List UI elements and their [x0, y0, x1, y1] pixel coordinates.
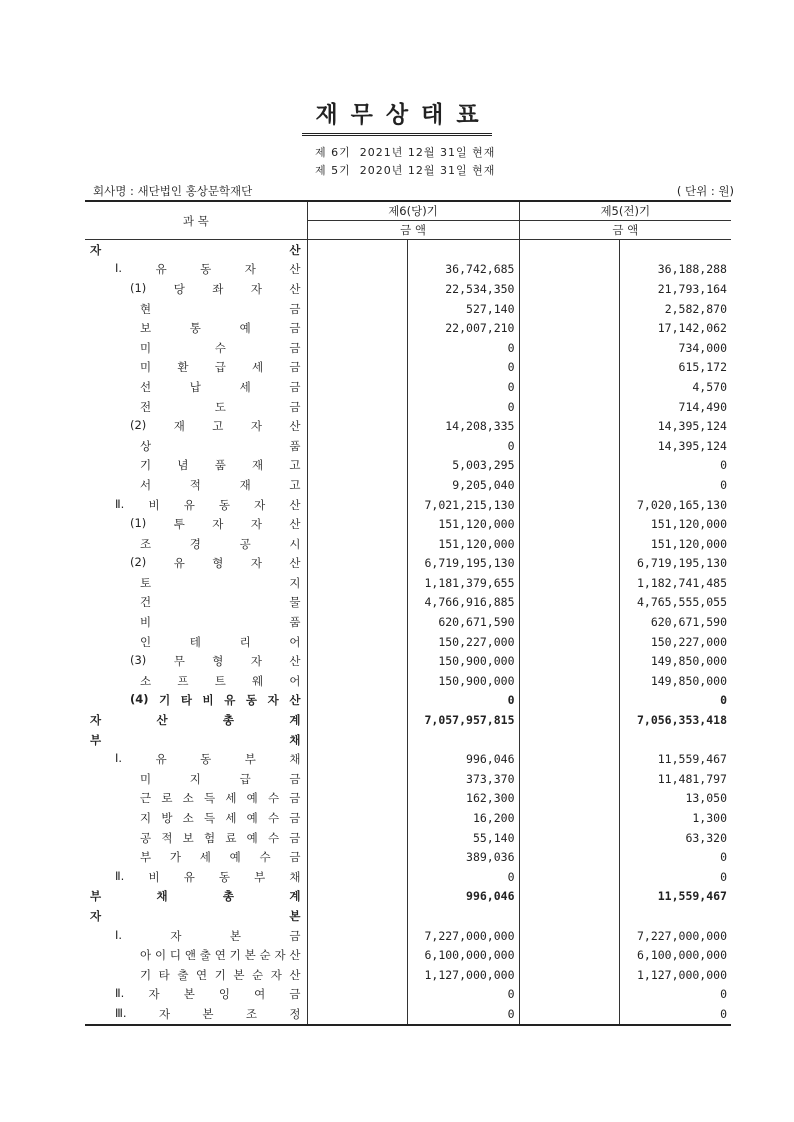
prior-amount: 0: [619, 691, 731, 711]
spacer-cell: [307, 887, 407, 907]
spacer-cell: [307, 710, 407, 730]
account-label: 자 본: [90, 908, 301, 923]
account-label: 서 적 재 고: [140, 477, 301, 492]
account-label: 기 념 품 재 고: [140, 458, 301, 473]
document-title: 재무상태표: [0, 96, 794, 136]
spacer-cell: [519, 632, 619, 652]
spacer-cell: [519, 514, 619, 534]
account-label: 미 지 급 금: [140, 771, 301, 786]
spacer-cell: [519, 945, 619, 965]
table-row: [85, 260, 731, 280]
prior-amount: 734,000: [619, 338, 731, 358]
spacer-cell: [519, 985, 619, 1005]
account-label: (2) 재 고 자 산: [130, 418, 301, 434]
table-row: [85, 671, 731, 691]
current-amount: 14,208,335: [407, 416, 519, 436]
current-amount: 0: [407, 867, 519, 887]
account-label: Ⅲ. 자 본 조 정: [85, 1004, 307, 1025]
table-row: [85, 534, 731, 554]
spacer-cell: [307, 749, 407, 769]
spacer-cell: [307, 534, 407, 554]
current-amount: [407, 730, 519, 750]
table-row: [85, 926, 731, 946]
table-row: [85, 985, 731, 1005]
prior-amount: 149,850,000: [619, 651, 731, 671]
spacer-cell: [519, 887, 619, 907]
account-label: 소 프 트 웨 어: [140, 673, 301, 688]
spacer-cell: [519, 828, 619, 848]
table-row: [85, 828, 731, 848]
account-label: Ⅰ. 유 동 부 채: [115, 751, 301, 767]
spacer-cell: [519, 240, 619, 260]
account-label: 아 이 디 앤 출 연 기 본 순 자 산: [140, 948, 301, 963]
spacer-cell: [307, 260, 407, 280]
current-amount: [407, 906, 519, 926]
spacer-cell: [307, 926, 407, 946]
current-amount: 0: [407, 377, 519, 397]
spacer-cell: [307, 338, 407, 358]
current-amount: 6,100,000,000: [407, 945, 519, 965]
spacer-cell: [519, 769, 619, 789]
prior-amount: 714,490: [619, 397, 731, 417]
spacer-cell: [307, 456, 407, 476]
current-amount: 1,127,000,000: [407, 965, 519, 985]
spacer-cell: [519, 710, 619, 730]
spacer-cell: [519, 730, 619, 750]
spacer-cell: [307, 632, 407, 652]
current-amount: 0: [407, 436, 519, 456]
spacer-cell: [519, 358, 619, 378]
table-row: [85, 377, 731, 397]
table-row: [85, 730, 731, 750]
spacer-cell: [519, 554, 619, 574]
spacer-cell: [519, 671, 619, 691]
spacer-cell: [307, 769, 407, 789]
table-row: [85, 416, 731, 436]
current-amount: 7,057,957,815: [407, 710, 519, 730]
table-row: [85, 338, 731, 358]
current-amount: 151,120,000: [407, 514, 519, 534]
spacer-cell: [307, 475, 407, 495]
table-row: [85, 318, 731, 338]
account-label: (1) 당 좌 자 산: [130, 280, 301, 296]
prior-amount: 1,182,741,485: [619, 573, 731, 593]
current-amount: 389,036: [407, 847, 519, 867]
spacer-cell: [519, 416, 619, 436]
spacer-cell: [307, 514, 407, 534]
spacer-cell: [307, 573, 407, 593]
account-label: 미 환 급 세 금: [140, 360, 301, 375]
table-row: [85, 279, 731, 299]
prior-amount: 0: [619, 985, 731, 1005]
table-row: [85, 632, 731, 652]
header-prior-period: 제5(전)기: [519, 201, 731, 221]
current-amount: 16,200: [407, 808, 519, 828]
prior-amount: 149,850,000: [619, 671, 731, 691]
spacer-cell: [307, 828, 407, 848]
current-amount: 22,007,210: [407, 318, 519, 338]
current-amount: 373,370: [407, 769, 519, 789]
spacer-cell: [307, 945, 407, 965]
current-amount: 36,742,685: [407, 260, 519, 280]
account-label: 선 납 세 금: [140, 379, 301, 394]
current-amount: 151,120,000: [407, 534, 519, 554]
prior-amount: 11,559,467: [619, 887, 731, 907]
spacer-cell: [519, 299, 619, 319]
table-row: [85, 1004, 731, 1025]
current-amount: 150,900,000: [407, 671, 519, 691]
table-row: [85, 808, 731, 828]
account-label: Ⅰ. 자 본 금: [115, 927, 301, 943]
table-row: [85, 887, 731, 907]
current-amount: 620,671,590: [407, 612, 519, 632]
table-row: [85, 573, 731, 593]
spacer-cell: [307, 397, 407, 417]
spacer-cell: [307, 612, 407, 632]
spacer-cell: [519, 495, 619, 515]
current-amount: 0: [407, 397, 519, 417]
prior-amount: [619, 730, 731, 750]
spacer-cell: [519, 573, 619, 593]
table-row: [85, 456, 731, 476]
spacer-cell: [519, 965, 619, 985]
current-amount: 150,900,000: [407, 651, 519, 671]
spacer-cell: [519, 906, 619, 926]
prior-amount: 11,481,797: [619, 769, 731, 789]
spacer-cell: [519, 475, 619, 495]
account-label: 비 품: [140, 615, 301, 630]
prior-amount: 0: [619, 456, 731, 476]
table-row: [85, 475, 731, 495]
spacer-cell: [307, 965, 407, 985]
account-label: 부 가 세 예 수 금: [140, 850, 301, 865]
current-amount: 5,003,295: [407, 456, 519, 476]
account-label: 공 적 보 험 료 예 수 금: [140, 830, 301, 845]
spacer-cell: [519, 1004, 619, 1025]
account-label: 기 타 출 연 기 본 순 자 산: [140, 967, 301, 982]
prior-amount: 11,559,467: [619, 749, 731, 769]
spacer-cell: [307, 318, 407, 338]
prior-amount: 1,300: [619, 808, 731, 828]
spacer-cell: [519, 789, 619, 809]
spacer-cell: [307, 671, 407, 691]
table-row: [85, 240, 731, 260]
spacer-cell: [519, 456, 619, 476]
prior-amount: 14,395,124: [619, 436, 731, 456]
spacer-cell: [519, 318, 619, 338]
account-label: Ⅰ. 유 동 자 산: [115, 261, 301, 277]
account-label: 인 테 리 어: [140, 634, 301, 649]
spacer-cell: [307, 789, 407, 809]
spacer-cell: [307, 240, 407, 260]
spacer-cell: [519, 436, 619, 456]
table-row: [85, 867, 731, 887]
prior-amount: 6,100,000,000: [619, 945, 731, 965]
prior-amount: 150,227,000: [619, 632, 731, 652]
account-label: 현 금: [140, 301, 301, 316]
spacer-cell: [307, 730, 407, 750]
current-amount: 0: [407, 985, 519, 1005]
table-row: [85, 554, 731, 574]
spacer-cell: [519, 260, 619, 280]
account-label: Ⅱ. 비 유 동 부 채: [115, 868, 301, 884]
account-label: 부 채: [90, 732, 301, 747]
spacer-cell: [307, 808, 407, 828]
spacer-cell: [307, 867, 407, 887]
table-row: [85, 299, 731, 319]
spacer-cell: [519, 808, 619, 828]
spacer-cell: [307, 847, 407, 867]
current-amount: 9,205,040: [407, 475, 519, 495]
table-row: [85, 749, 731, 769]
spacer-cell: [307, 985, 407, 1005]
spacer-cell: [307, 691, 407, 711]
table-row: [85, 593, 731, 613]
current-amount: 150,227,000: [407, 632, 519, 652]
table-row: [85, 847, 731, 867]
spacer-cell: [519, 651, 619, 671]
table-row: [85, 651, 731, 671]
account-label: 보 통 예 금: [140, 321, 301, 336]
account-label: (2) 유 형 자 산: [130, 555, 301, 571]
table-row: [85, 397, 731, 417]
spacer-cell: [519, 691, 619, 711]
spacer-cell: [307, 377, 407, 397]
table-row: [85, 612, 731, 632]
spacer-cell: [307, 554, 407, 574]
current-amount: 1,181,379,655: [407, 573, 519, 593]
prior-amount: 0: [619, 847, 731, 867]
current-amount: 527,140: [407, 299, 519, 319]
account-label: 부 채 총 계: [90, 889, 301, 904]
table-row: [85, 965, 731, 985]
spacer-cell: [307, 495, 407, 515]
prior-amount: 17,142,062: [619, 318, 731, 338]
account-label: 근 로 소 득 세 예 수 금: [140, 791, 301, 806]
spacer-cell: [519, 338, 619, 358]
prior-amount: 615,172: [619, 358, 731, 378]
current-amount: 22,534,350: [407, 279, 519, 299]
account-label: Ⅱ. 자 본 잉 여 금: [115, 986, 301, 1002]
account-label: 지 방 소 득 세 예 수 금: [140, 811, 301, 826]
spacer-cell: [307, 299, 407, 319]
account-label: 자 산 총 계: [90, 713, 301, 728]
spacer-cell: [519, 593, 619, 613]
account-label: 상 품: [140, 438, 301, 453]
prior-amount: 620,671,590: [619, 612, 731, 632]
current-amount: 4,766,916,885: [407, 593, 519, 613]
spacer-cell: [307, 279, 407, 299]
prior-amount: [619, 240, 731, 260]
account-label: (4) 기 타 비 유 동 자 산: [130, 692, 301, 708]
spacer-cell: [519, 612, 619, 632]
current-amount: [407, 240, 519, 260]
unit-label: ( 단위 : 원): [676, 184, 734, 198]
header-subject: 과 목: [85, 201, 307, 240]
spacer-cell: [307, 651, 407, 671]
current-amount: 0: [407, 691, 519, 711]
prior-amount: 1,127,000,000: [619, 965, 731, 985]
prior-amount: [619, 906, 731, 926]
current-amount: 0: [407, 358, 519, 378]
table-row: [85, 691, 731, 711]
prior-amount: 6,719,195,130: [619, 554, 731, 574]
company-name: 회사명 : 새단법인 홍상문학재단: [93, 184, 253, 198]
prior-amount: 2,582,870: [619, 299, 731, 319]
account-label: 조 경 공 시: [140, 536, 301, 551]
current-amount: 7,021,215,130: [407, 495, 519, 515]
current-amount: 0: [407, 1004, 519, 1025]
prior-amount: 36,188,288: [619, 260, 731, 280]
current-amount: 996,046: [407, 887, 519, 907]
account-label: 토 지: [140, 575, 301, 590]
prior-amount: 21,793,164: [619, 279, 731, 299]
spacer-cell: [519, 847, 619, 867]
table-row: [85, 789, 731, 809]
spacer-cell: [307, 358, 407, 378]
current-amount: 55,140: [407, 828, 519, 848]
prior-amount: 63,320: [619, 828, 731, 848]
spacer-cell: [519, 397, 619, 417]
table-row: [85, 906, 731, 926]
table-row: [85, 358, 731, 378]
spacer-cell: [307, 436, 407, 456]
prior-amount: 4,570: [619, 377, 731, 397]
spacer-cell: [519, 534, 619, 554]
period-prior: 제 5기 2020년 12월 31일 현재: [315, 164, 496, 177]
current-amount: 162,300: [407, 789, 519, 809]
prior-amount: 0: [619, 475, 731, 495]
account-label: 자 산: [90, 242, 301, 257]
prior-amount: 7,227,000,000: [619, 926, 731, 946]
prior-amount: 7,020,165,130: [619, 495, 731, 515]
account-label: (1) 투 자 자 산: [130, 516, 301, 532]
prior-amount: 151,120,000: [619, 534, 731, 554]
period-current: 제 6기 2021년 12월 31일 현재: [315, 146, 496, 159]
current-amount: 0: [407, 338, 519, 358]
table-row: [85, 436, 731, 456]
spacer-cell: [307, 1004, 407, 1025]
account-label: 건 물: [140, 595, 301, 610]
table-row: [85, 769, 731, 789]
table-row: [85, 495, 731, 515]
prior-amount: 0: [619, 867, 731, 887]
table-row: [85, 710, 731, 730]
current-amount: 6,719,195,130: [407, 554, 519, 574]
spacer-cell: [307, 593, 407, 613]
spacer-cell: [519, 279, 619, 299]
spacer-cell: [519, 867, 619, 887]
spacer-cell: [307, 906, 407, 926]
prior-amount: 7,056,353,418: [619, 710, 731, 730]
table-row: [85, 945, 731, 965]
header-current-amount: 금 액: [307, 221, 519, 240]
header-current-period: 제6(당)기: [307, 201, 519, 221]
spacer-cell: [519, 749, 619, 769]
spacer-cell: [307, 416, 407, 436]
prior-amount: 151,120,000: [619, 514, 731, 534]
spacer-cell: [519, 926, 619, 946]
account-label: (3) 무 형 자 산: [130, 653, 301, 669]
header-prior-amount: 금 액: [519, 221, 731, 240]
spacer-cell: [519, 377, 619, 397]
current-amount: 7,227,000,000: [407, 926, 519, 946]
prior-amount: 0: [619, 1004, 731, 1025]
table-row: [85, 514, 731, 534]
account-label: 미 수 금: [140, 340, 301, 355]
balance-sheet-table: [85, 200, 731, 1026]
account-label: 전 도 금: [140, 399, 301, 414]
prior-amount: 14,395,124: [619, 416, 731, 436]
current-amount: 996,046: [407, 749, 519, 769]
account-label: Ⅱ. 비 유 동 자 산: [115, 496, 301, 512]
prior-amount: 4,765,555,055: [619, 593, 731, 613]
prior-amount: 13,050: [619, 789, 731, 809]
